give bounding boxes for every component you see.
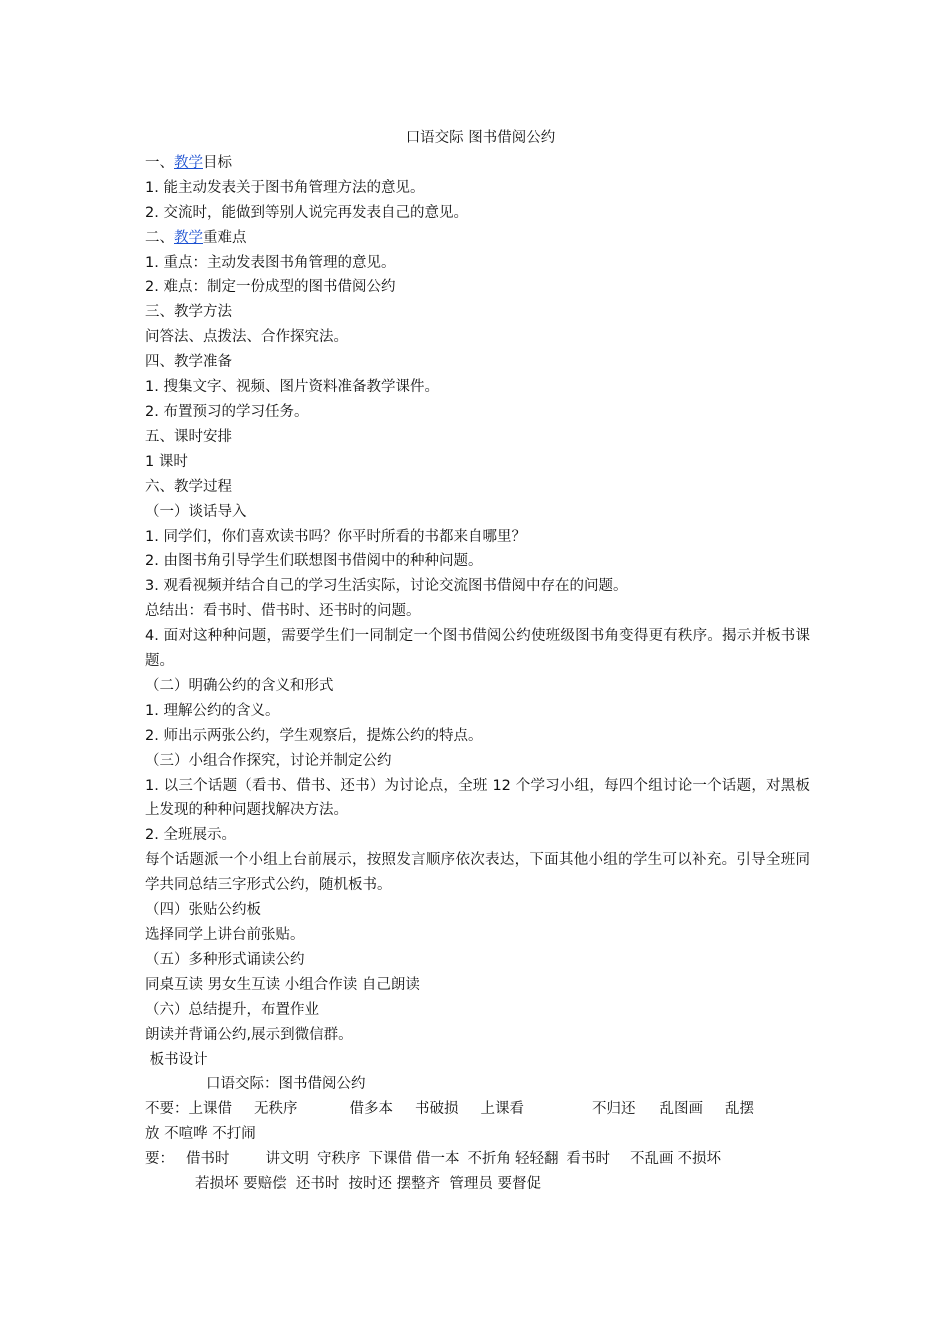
subsection-heading: （四）张贴公约板 bbox=[145, 902, 261, 919]
section-heading-process: 六、教学过程 bbox=[145, 478, 232, 495]
list-item: 4. 面对这种种问题，需要学生们一同制定一个图书借阅公约使班级图书角变得更有秩序。揭示并板书课题。 bbox=[145, 628, 810, 670]
section-heading-preparation: 四、教学准备 bbox=[145, 354, 232, 371]
paragraph: 问答法、点拨法、合作探究法。 bbox=[145, 329, 348, 346]
teaching-link[interactable]: 教学 bbox=[174, 229, 203, 246]
heading-prefix: 二、 bbox=[145, 229, 174, 246]
board-item: 上课看 bbox=[480, 1101, 524, 1118]
list-item: 1. 以三个话题（看书、借书、还书）为讨论点，全班 12 个学习小组，每四个组讨论一个话题，对黑板上发现的种种问题找解决方法。 bbox=[145, 777, 810, 819]
list-item: 3. 观看视频并结合自己的学习生活实际，讨论交流图书借阅中存在的问题。 bbox=[145, 578, 628, 595]
heading-prefix: 一、 bbox=[145, 154, 174, 171]
paragraph: 选择同学上讲台前张贴。 bbox=[145, 927, 305, 943]
paragraph: 1 课时 bbox=[145, 453, 188, 470]
paragraph: 朗读并背诵公约,展示到微信群。 bbox=[145, 1026, 353, 1043]
board-item: 讲文明 bbox=[265, 1151, 309, 1168]
list-item: 2. 难点：制定一份成型的图书借阅公约 bbox=[145, 279, 396, 296]
list-item: 1. 同学们，你们喜欢读书吗？你平时所看的书都来自哪里？ bbox=[145, 528, 526, 545]
board-item: 看书时 bbox=[566, 1151, 610, 1168]
board-item: 不折角 bbox=[467, 1151, 511, 1168]
list-item: 1. 理解公约的含义。 bbox=[145, 702, 280, 719]
list-item: 2. 布置预习的学习任务。 bbox=[145, 403, 309, 420]
board-item: 上课借 bbox=[188, 1101, 232, 1118]
board-item: 轻轻翻 bbox=[515, 1151, 559, 1168]
list-item: 2. 师出示两张公约，学生观察后，提炼公约的特点。 bbox=[145, 727, 483, 744]
subsection-heading: （一）谈话导入 bbox=[145, 503, 247, 520]
list-item: 总结出：看书时、借书时、还书时的问题。 bbox=[145, 603, 421, 620]
heading-suffix: 重难点 bbox=[203, 229, 247, 246]
board-label-do: 要： bbox=[145, 1151, 174, 1168]
heading-suffix: 目标 bbox=[203, 154, 232, 171]
board-row-do bbox=[145, 1147, 810, 1172]
subsection-heading: （五）多种形式诵读公约 bbox=[145, 951, 305, 968]
board-item: 守秩序 bbox=[317, 1151, 361, 1168]
subsection-heading: （二）明确公约的含义和形式 bbox=[145, 677, 334, 694]
paragraph: 同桌互读 男女生互读 小组合作读 自己朗读 bbox=[145, 976, 420, 993]
teaching-link[interactable]: 教学 bbox=[174, 154, 203, 171]
paragraph: 每个话题派一个小组上台前展示，按照发言顺序依次表达，下面其他小组的学生可以补充。引导全班同学共同总结三字形式公约，随机板书。 bbox=[145, 852, 810, 894]
board-item: 乱摆 bbox=[725, 1101, 754, 1118]
board-item: 无秩序 bbox=[254, 1101, 298, 1118]
board-design-heading: 板书设计 bbox=[145, 1051, 208, 1068]
subsection-heading: （六）总结提升，布置作业 bbox=[145, 1001, 319, 1018]
list-item: 1. 能主动发表关于图书角管理方法的意见。 bbox=[145, 179, 425, 196]
board-item: 下课借 bbox=[368, 1151, 412, 1168]
document-body bbox=[145, 126, 810, 1197]
list-item: 2. 全班展示。 bbox=[145, 827, 236, 844]
board-item: 不损坏 bbox=[677, 1151, 721, 1168]
list-item: 2. 交流时，能做到等别人说完再发表自己的意见。 bbox=[145, 204, 468, 221]
board-title: 口语交际：图书借阅公约 bbox=[206, 1076, 366, 1093]
board-item: 不乱画 bbox=[630, 1151, 674, 1168]
board-item: 书破损 bbox=[415, 1101, 459, 1118]
document-title: 口语交际 图书借阅公约 bbox=[405, 130, 556, 146]
list-item: 1. 重点：主动发表图书角管理的意见。 bbox=[145, 254, 396, 271]
board-item: 不归还 bbox=[592, 1101, 636, 1118]
section-heading-objectives bbox=[145, 151, 810, 176]
board-item: 借书时 bbox=[186, 1151, 230, 1168]
list-item: 2. 由图书角引导学生们联想图书借阅中的种种问题。 bbox=[145, 553, 483, 570]
board-label-dont: 不要： bbox=[145, 1101, 189, 1118]
section-heading-key-points bbox=[145, 226, 810, 251]
subsection-heading: （三）小组合作探究，讨论并制定公约 bbox=[145, 752, 392, 769]
board-item: 借多本 bbox=[349, 1101, 393, 1118]
board-row-dont-continued: 放 不喧哗 不打闹 bbox=[145, 1126, 256, 1143]
section-heading-schedule: 五、课时安排 bbox=[145, 428, 232, 445]
board-row-dont bbox=[145, 1097, 810, 1122]
board-item: 乱图画 bbox=[659, 1101, 703, 1118]
section-heading-methods: 三、教学方法 bbox=[145, 304, 232, 321]
list-item: 1. 搜集文字、视频、图片资料准备教学课件。 bbox=[145, 379, 439, 396]
board-item: 借一本 bbox=[416, 1151, 460, 1168]
board-row-do-continued: 若损坏 要赔偿 还书时 按时还 摆整齐 管理员 要督促 bbox=[195, 1176, 541, 1193]
